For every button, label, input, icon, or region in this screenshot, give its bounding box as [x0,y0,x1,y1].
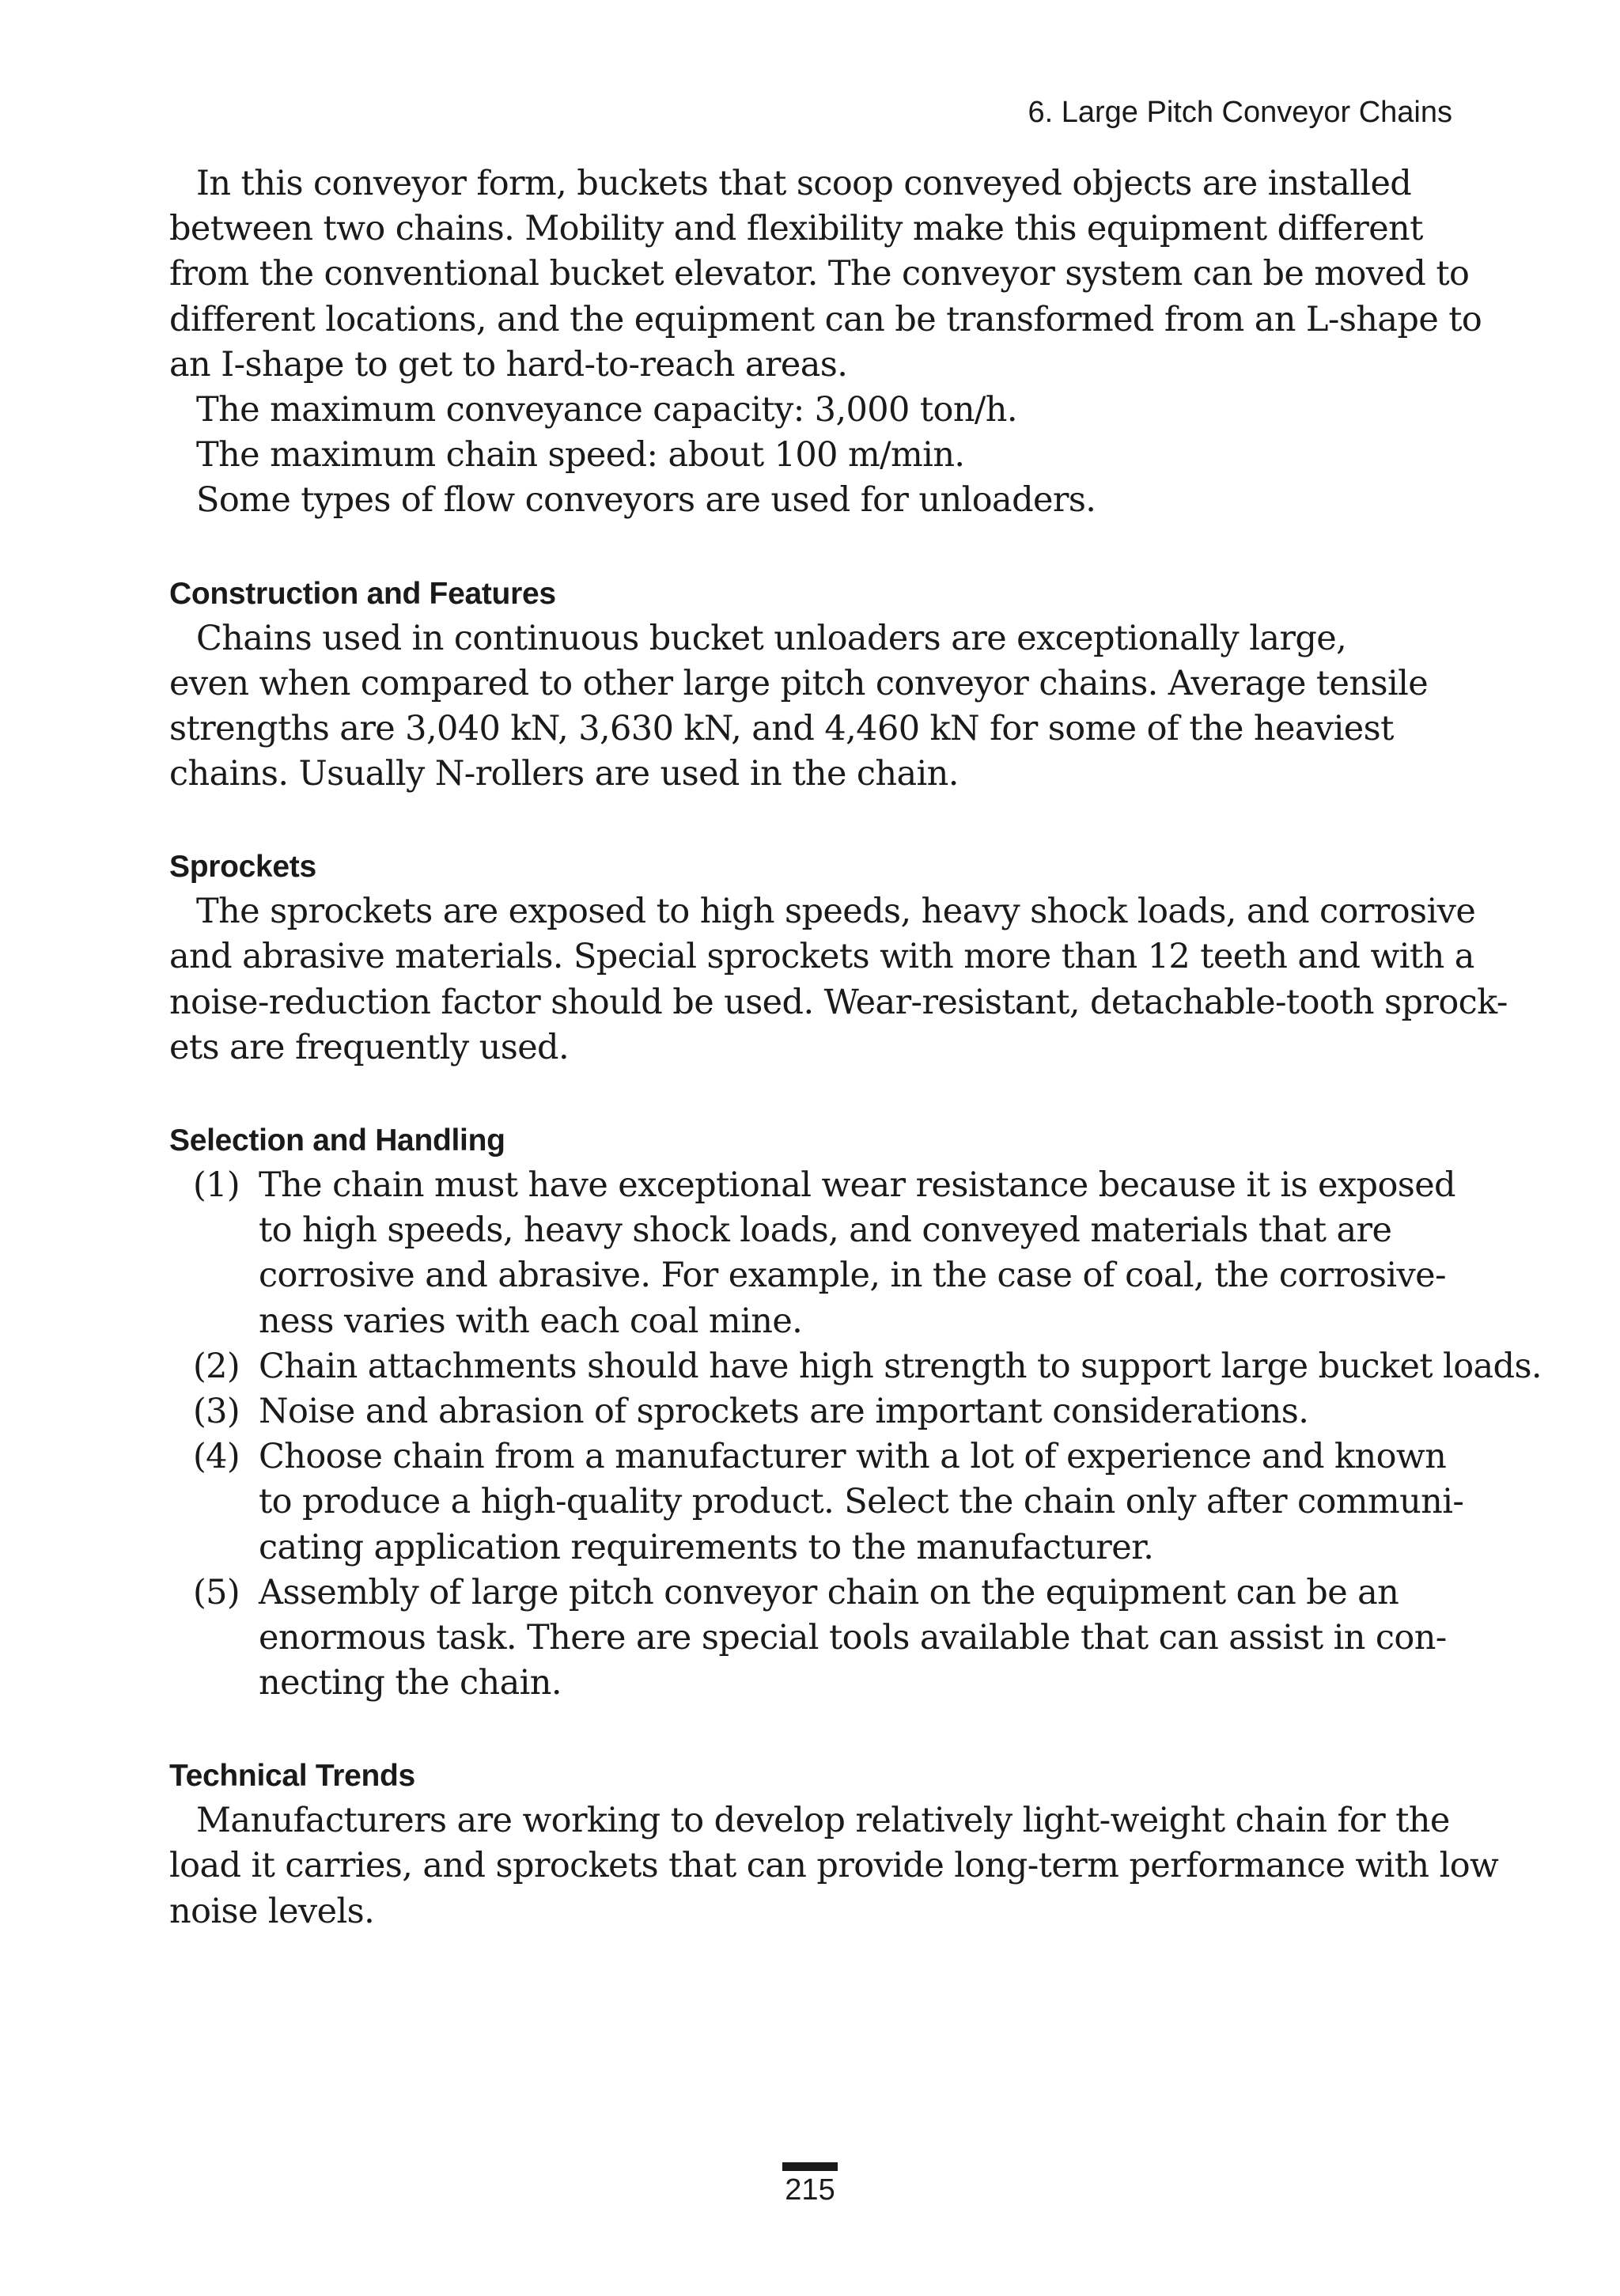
unloaders-statement: Some types of flow conveyors are used for unloaders. [196,480,1096,521]
page-footer [0,2162,1620,2206]
selection-list [169,1163,1542,1706]
list-item-line: to produce a high-quality product. Select the chain only after communi- [259,1482,1464,1522]
construction-line: even when compared to other large pitch conveyor chains. Average tensile [169,663,1429,703]
list-item [169,1434,1462,1570]
construction-line: strengths are 3,040 kN, 3,630 kN, and 4,460 kN for some of the heaviest [169,708,1394,748]
intro-line: between two chains. Mobility and flexibility make this equipment different [169,209,1423,249]
list-item-line: Choose chain from a manufacturer with a lot of experience and known [259,1437,1447,1477]
construction-line: chains. Usually N-rollers are used in the chain. [169,754,959,794]
list-item-number: (2) [193,1346,240,1386]
trends-line: Manufacturers are working to develop relatively light-weight chain for the [196,1801,1450,1841]
spacer [169,1706,1462,1753]
list-item-line: Chain attachments should have high strength to support large bucket loads. [259,1346,1542,1386]
intro-line: from the conventional bucket elevator. The conveyor system can be moved to [169,254,1470,294]
construction-paragraph [169,616,1462,798]
list-item-number: (5) [193,1572,240,1612]
section-heading-sprockets: Sprockets [169,850,316,885]
sprockets-line: and abrasive materials. Special sprockets with more than 12 teeth and with a [169,937,1474,977]
list-item-line: Assembly of large pitch conveyor chain on the equipment can be an [259,1572,1399,1612]
trends-line: load it carries, and sprockets that can provide long-term performance with low [169,1846,1499,1886]
list-item-number: (3) [193,1391,240,1431]
sprockets-line: ets are frequently used. [169,1027,570,1067]
page-number-rule [782,2162,838,2171]
intro-line: different locations, and the equipment can be transformed from an L-shape to [169,299,1482,339]
list-item-number: (4) [193,1437,240,1477]
intro-line: In this conveyor form, buckets that scoop conveyed objects are installed [196,164,1412,203]
sprockets-line: noise-reduction factor should be used. Wear-resistant, detachable-tooth sprock- [169,982,1508,1022]
section-heading-construction: Construction and Features [169,576,556,611]
list-item-line: cating application requirements to the manufacturer. [259,1527,1154,1567]
list-item [169,1344,1542,1389]
list-item-number: (1) [193,1165,240,1205]
sprockets-line: The sprockets are exposed to high speeds, heavy shock loads, and corrosive [196,892,1476,932]
construction-line: Chains used in continuous bucket unloaders are exceptionally large, [196,618,1347,658]
spacer [169,1070,1462,1118]
list-item-line: enormous task. There are special tools available that can assist in con- [259,1617,1447,1658]
list-item-line: The chain must have exceptional wear resistance because it is exposed [259,1165,1455,1205]
page-number: 215 [785,2173,835,2207]
section-heading-trends: Technical Trends [169,1759,415,1794]
speed-statement: The maximum chain speed: about 100 m/min. [196,435,965,475]
list-item-line: necting the chain. [259,1663,562,1703]
list-item-line: ness varies with each coal mine. [259,1301,803,1341]
capacity-statement: The maximum conveyance capacity: 3,000 ton/h. [196,389,1017,430]
trends-line: noise levels. [169,1891,375,1931]
list-item [169,1570,1462,1707]
section-heading-selection: Selection and Handling [169,1123,505,1157]
list-item-line: to high speeds, heavy shock loads, and conveyed materials that are [259,1211,1392,1251]
spacer [169,797,1462,844]
list-item-line: Noise and abrasion of sprockets are important considerations. [259,1391,1309,1431]
trends-paragraph [169,1798,1499,1934]
intro-line: an I-shape to get to hard-to-reach areas. [169,344,848,385]
page-body [169,161,1542,1934]
list-item [169,1163,1462,1344]
intro-paragraph [169,161,1482,388]
running-head: 6. Large Pitch Conveyor Chains [1028,96,1452,129]
list-item-line: corrosive and abrasive. For example, in the case of coal, the corrosive- [259,1256,1446,1296]
list-item [169,1389,1462,1434]
spacer [169,524,1462,571]
sprockets-paragraph [169,889,1508,1070]
